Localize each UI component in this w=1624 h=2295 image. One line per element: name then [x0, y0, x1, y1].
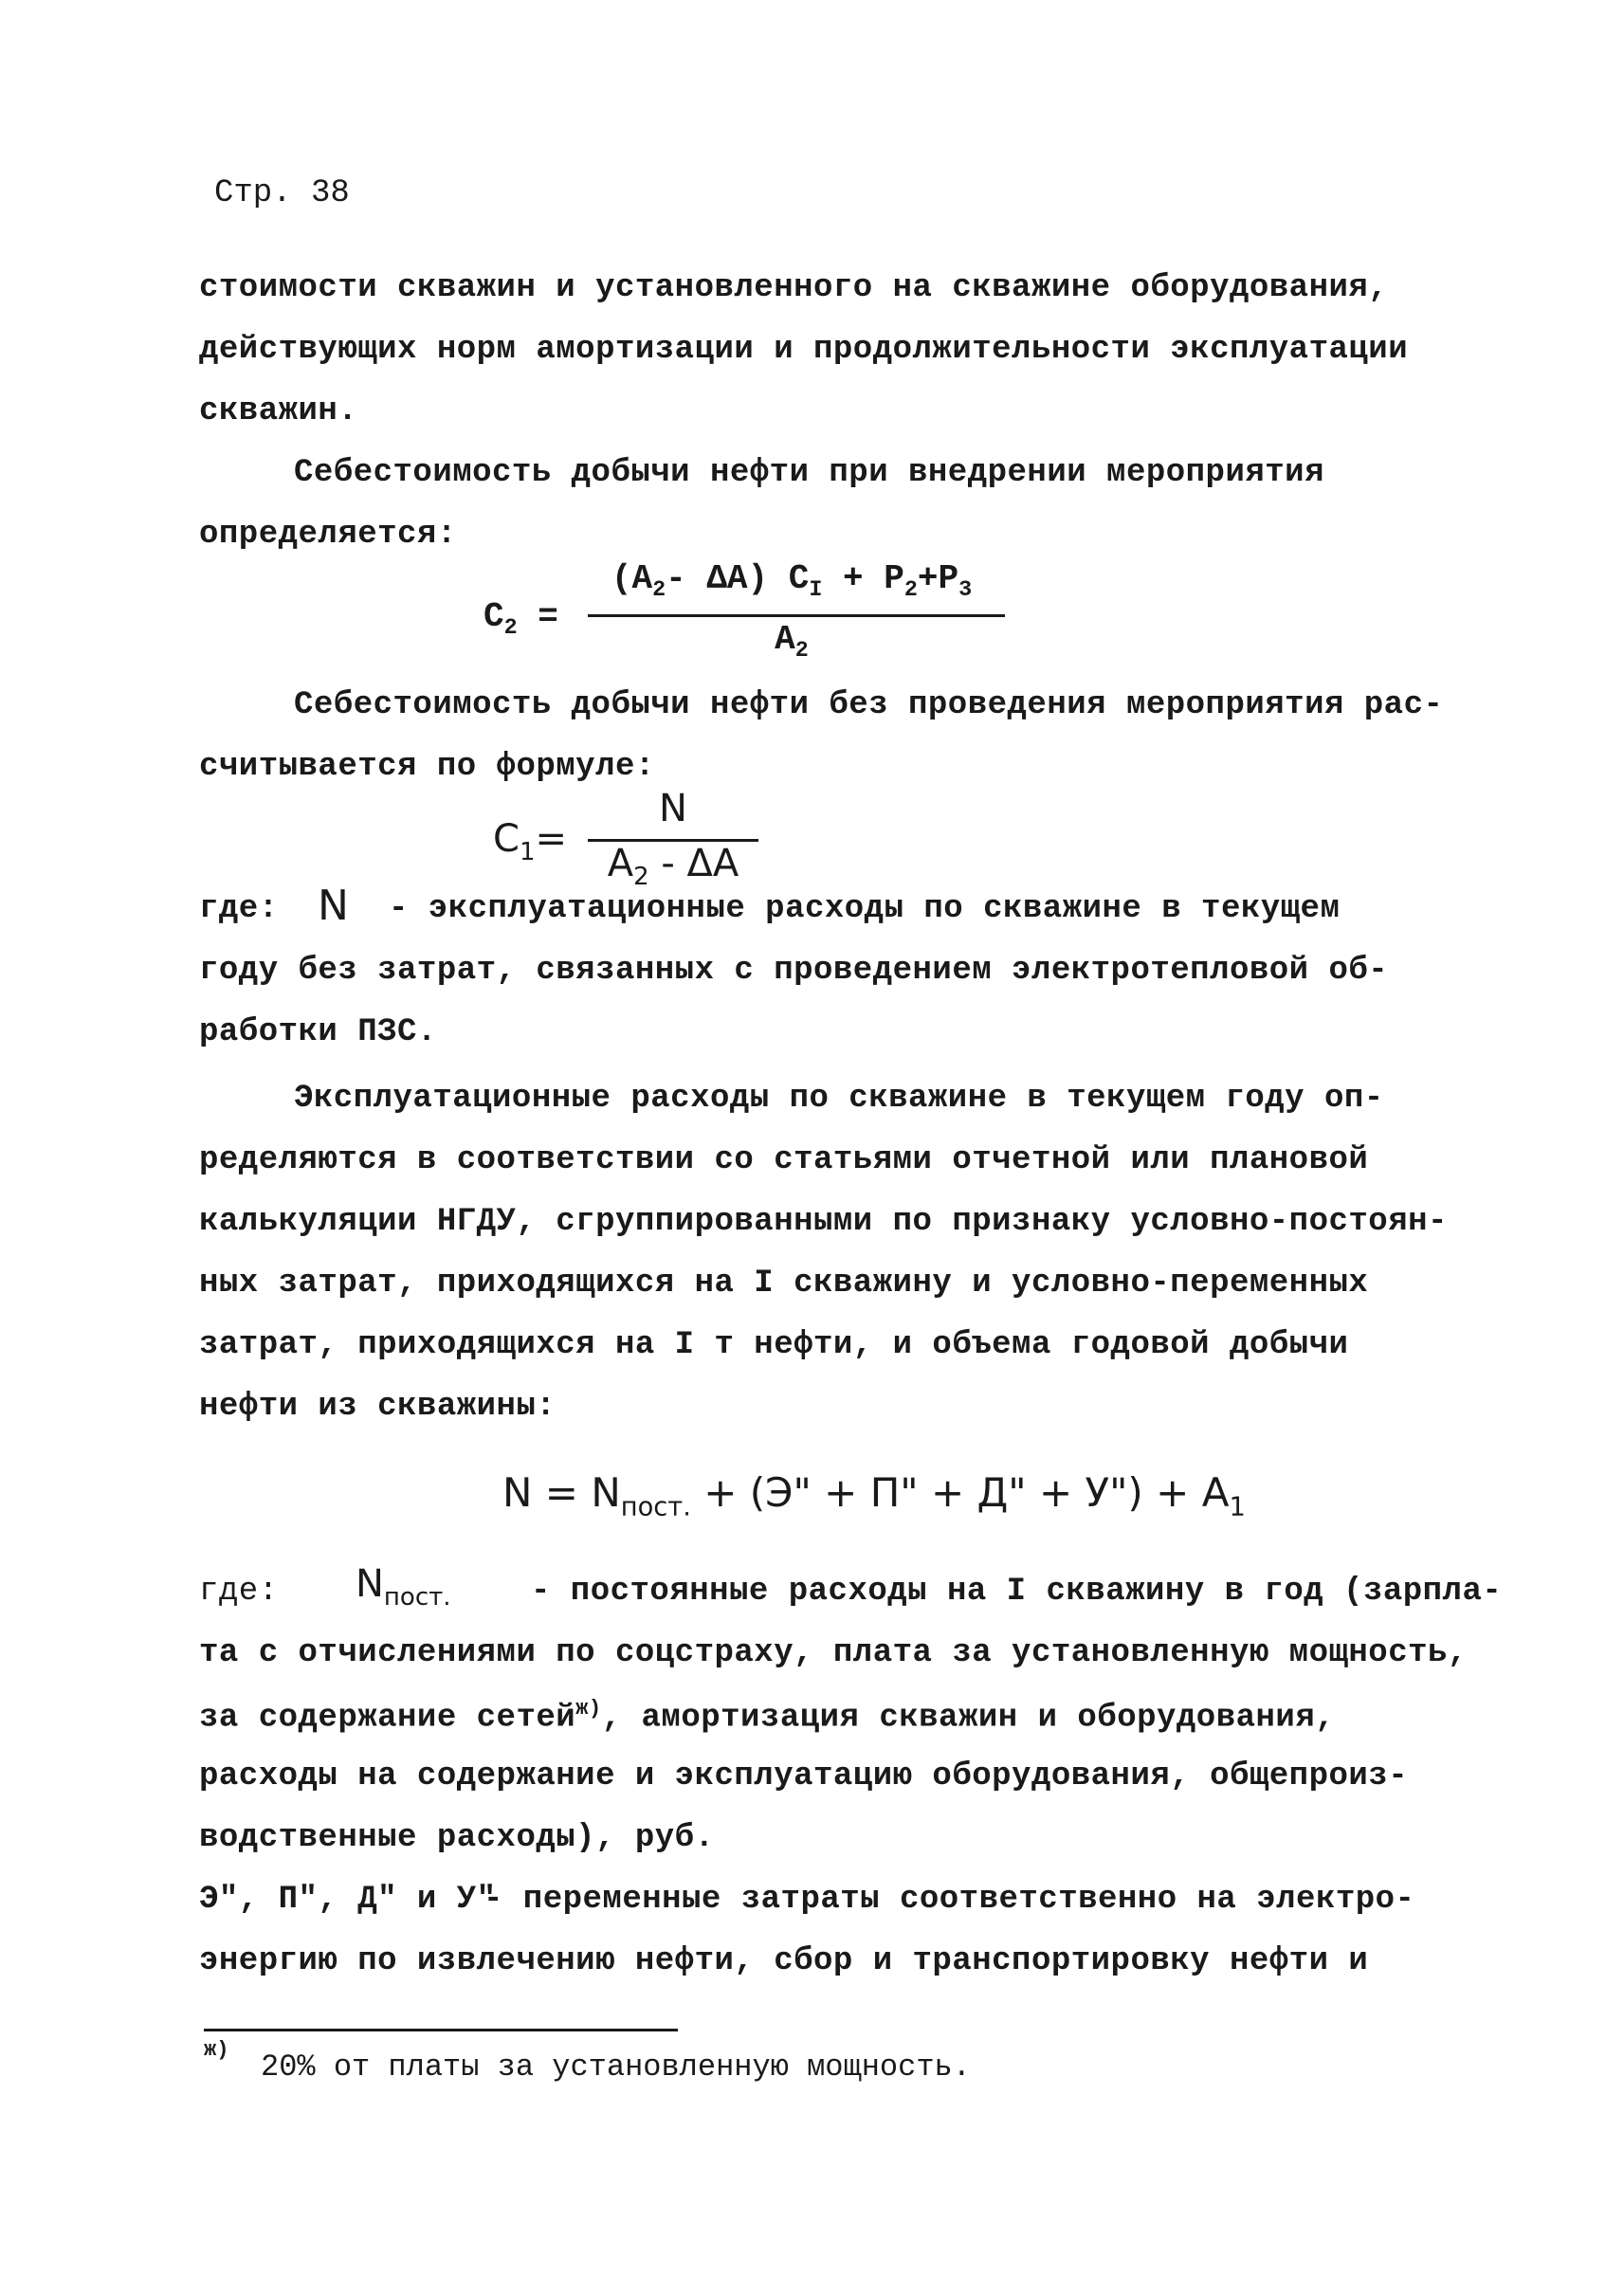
text-line: - постоянные расходы на I скважину в год (зарпла- [531, 1574, 1503, 1610]
text-line: Эксплуатационные расходы по скважине в текущем году оп- [294, 1081, 1384, 1117]
where-symbol-n: N [318, 882, 349, 930]
formula-c2-num-d-sub: 3 [958, 578, 973, 604]
text-line: та с отчислениями по соцстраху, плата за установленную мощность, [199, 1635, 1468, 1671]
text-line: стоимости скважин и установленного на скважине оборудования, [199, 270, 1389, 306]
formula-c1-eq: = [535, 817, 567, 861]
footnote-mark-bottom: ж) [204, 2038, 229, 2062]
text-line: скважин. [199, 393, 358, 429]
where-label: где: [199, 1574, 279, 1610]
text-line: году без затрат, связанных с проведением электротепловой об- [199, 953, 1389, 989]
text-line: определяется: [199, 517, 457, 553]
formula-n-n: N [591, 1469, 621, 1516]
formula-c2-num-a: (A [611, 559, 653, 598]
formula-c1-lhs: C [493, 817, 520, 861]
formula-c1-den-a-sub: 2 [633, 863, 649, 891]
formula-n-rest-sub: 1 [1229, 1492, 1246, 1522]
text-line: действующих норм амортизации и продолжительности эксплуатации [199, 332, 1409, 368]
footnote-mark: ж) [575, 1697, 602, 1721]
text-line: ных затрат, приходящихся на I скважину и условно-переменных [199, 1266, 1369, 1302]
footnote-rule [204, 2029, 678, 2031]
page-number: Стр. 38 [214, 175, 350, 211]
formula-c2-num-a-sub: 2 [652, 578, 666, 604]
text-line [199, 1697, 1335, 1736]
formula-c1-den-a: A [607, 842, 634, 885]
formula-n-rest: + (Э" + П" + Д" + У") + А [690, 1469, 1230, 1516]
text-line: считывается по формуле: [199, 749, 655, 785]
where-label: где: [199, 891, 279, 927]
formula-c1-den-b: - ΔA [648, 842, 739, 885]
text-line: работки ПЗС. [199, 1014, 437, 1050]
text-line: - эксплуатационные расходы по скважине в текущем [389, 891, 1341, 927]
formula-c2-num-d: +P [917, 559, 959, 598]
formula-c2-num-c-sub: 2 [903, 578, 918, 604]
text-line: нефти из скважины: [199, 1389, 557, 1425]
text-line: калькуляции НГДУ, сгруппированными по признаку условно-постоян- [199, 1204, 1448, 1240]
formula-n-eq: = [532, 1469, 592, 1516]
text-line: ределяются в соответствии со статьями отчетной или плановой [199, 1142, 1369, 1178]
formula-c2-lhs-sub: 2 [503, 616, 518, 642]
text-line-part: , амортизация скважин и оборудования, [601, 1700, 1336, 1737]
formula-c2-num-b-sub: I [809, 578, 823, 604]
formula-n-lhs: N [502, 1469, 533, 1516]
text-line-part: за содержание сетей [199, 1700, 576, 1737]
formula-c2 [484, 559, 1014, 673]
text-line: расходы на содержание и эксплуатацию оборудования, общепроиз- [199, 1758, 1409, 1794]
text-line: - переменные затраты соответственно на электро- [484, 1882, 1415, 1918]
formula-c2-num-c: + P [822, 559, 904, 598]
formula-c2-eq: = [538, 597, 558, 636]
text-line: Себестоимость добычи нефти при внедрении мероприятия [294, 455, 1324, 491]
formula-c2-den: A [775, 620, 795, 659]
footnote-text: 20% от платы за установленную мощность. [261, 2049, 971, 2085]
text-line: водственные расходы), руб. [199, 1820, 715, 1856]
text-line: Себестоимость добычи нефти без проведения мероприятия рас- [294, 687, 1444, 723]
formula-c2-num-b: - ΔA) C [666, 559, 810, 598]
formula-c2-fraction-bar [588, 614, 1005, 617]
where-symbol-npost [356, 1562, 451, 1612]
where-symbol-npost-sub: пост. [383, 1583, 451, 1612]
formula-c1-lhs-sub: 1 [519, 838, 536, 866]
where-symbols-variable: Э", П", Д" и У" [199, 1882, 497, 1918]
text-line: энергию по извлечению нефти, сбор и транспортировку нефти и [199, 1943, 1369, 1979]
formula-c1-num: N [659, 787, 687, 830]
formula-c2-lhs: C [484, 597, 504, 636]
where-symbol-npost-n: N [356, 1562, 384, 1606]
text-line: затрат, приходящихся на I т нефти, и объема годовой добычи [199, 1327, 1349, 1363]
formula-n-n-sub: пост. [620, 1492, 691, 1522]
formula-c2-den-sub: 2 [794, 639, 809, 665]
formula-c1 [493, 787, 777, 891]
formula-n [502, 1469, 1246, 1521]
